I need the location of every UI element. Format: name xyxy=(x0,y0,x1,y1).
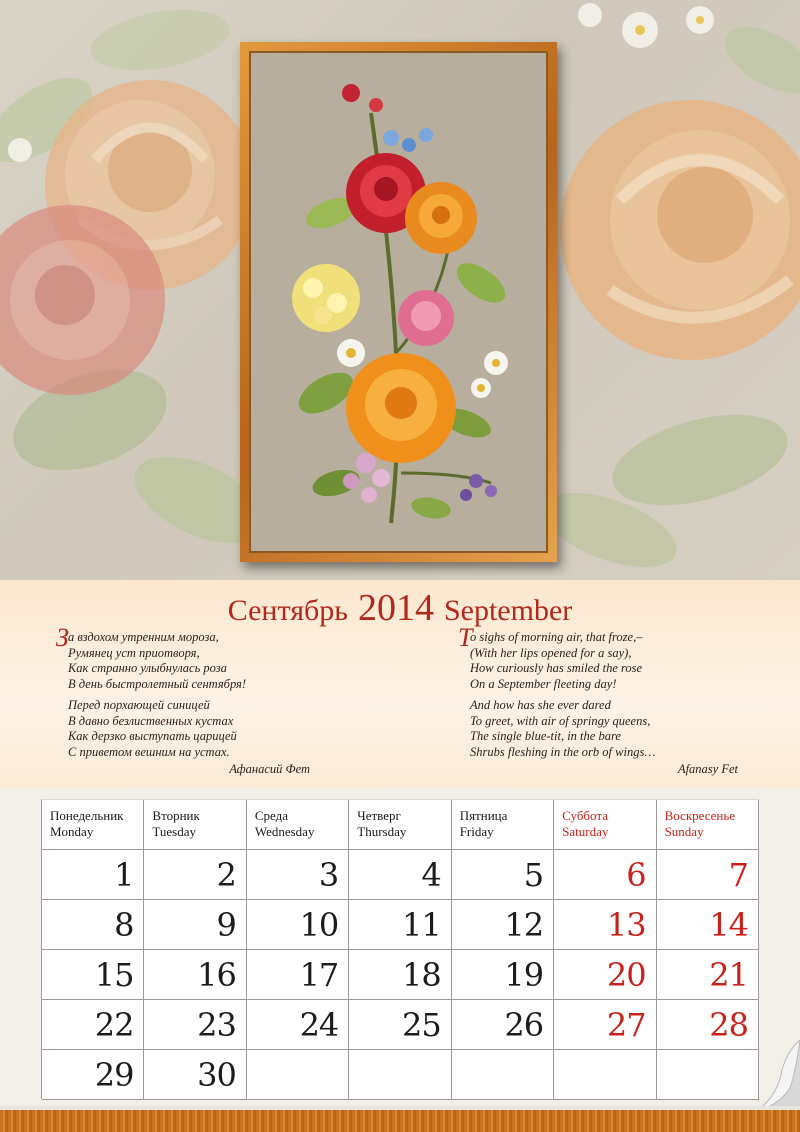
day-number: 14 xyxy=(709,906,748,944)
day-number: 10 xyxy=(299,906,339,944)
poem-line: The single blue-tit, in the bare xyxy=(470,729,621,743)
day-cell xyxy=(349,900,451,950)
day-number: 17 xyxy=(299,956,339,994)
poem-line: And how has she ever dared xyxy=(470,698,611,712)
weekday-header xyxy=(144,800,246,850)
poem-line: В давно безлиственных кустах xyxy=(68,713,234,728)
day-number: 4 xyxy=(421,856,441,894)
poem-line: Shrubs fleshing in the orb of wings… xyxy=(470,744,656,759)
day-cell xyxy=(554,900,656,950)
day-cell xyxy=(42,850,144,900)
day-number: 5 xyxy=(523,856,544,894)
day-number: 29 xyxy=(94,1056,134,1094)
picture-frame xyxy=(240,42,557,562)
day-number: 7 xyxy=(728,856,748,894)
calendar-grid xyxy=(41,799,759,1099)
day-cell xyxy=(349,1000,451,1050)
day-cell xyxy=(144,1000,246,1050)
day-cell xyxy=(657,1000,759,1050)
day-cell xyxy=(247,1000,349,1050)
month-english: September xyxy=(443,594,573,627)
day-number: 1 xyxy=(114,856,134,894)
day-cell xyxy=(349,850,451,900)
day-cell xyxy=(554,950,656,1000)
poem-initial-en: T xyxy=(458,623,473,652)
day-number: 8 xyxy=(114,906,134,944)
weekday-ru: Понедельник xyxy=(50,808,124,823)
day-number: 19 xyxy=(504,956,544,994)
day-number: 20 xyxy=(606,956,646,994)
flower-bouquet-illustration xyxy=(251,53,546,551)
day-number: 15 xyxy=(94,956,134,994)
day-cell xyxy=(144,1050,246,1100)
weekday-ru: Пятница xyxy=(459,808,508,823)
embroidery-picture xyxy=(249,51,548,553)
day-cell xyxy=(349,1050,451,1100)
day-cell xyxy=(42,900,144,950)
day-cell xyxy=(554,850,656,900)
weekday-ru: Вторник xyxy=(152,808,200,823)
poem-line: Как странно улыбнулась роза xyxy=(68,661,227,675)
page-curl-icon xyxy=(748,1040,800,1110)
day-number: 22 xyxy=(94,1006,134,1044)
poem-line: o sighs of morning air, that froze,– xyxy=(470,630,643,644)
day-cell xyxy=(247,900,349,950)
poem-line: On a September fleeting day! xyxy=(470,676,617,691)
day-number: 25 xyxy=(401,1006,441,1044)
month-russian: Сентябрь xyxy=(227,594,348,627)
day-number: 28 xyxy=(709,1006,748,1044)
poem-english xyxy=(458,623,740,784)
weekday-en: Wednesday xyxy=(254,824,315,839)
day-number: 26 xyxy=(504,1006,544,1044)
day-number: 27 xyxy=(606,1006,646,1044)
day-cell xyxy=(452,1050,554,1100)
day-number: 3 xyxy=(318,856,339,894)
day-cell xyxy=(657,950,759,1000)
poem-line: Румянец уст приотворя, xyxy=(68,645,200,660)
day-cell xyxy=(247,1050,349,1100)
poem-initial-ru: З xyxy=(56,623,69,652)
day-number: 23 xyxy=(197,1006,236,1044)
weekday-header xyxy=(349,800,451,850)
day-cell xyxy=(657,850,759,900)
weekday-en: Friday xyxy=(459,824,494,839)
weekday-header xyxy=(657,800,759,850)
year: 2014 xyxy=(357,587,434,629)
poem-line: To greet, with air of springy queens, xyxy=(470,713,651,728)
poem-line: Перед порхающей синицей xyxy=(68,698,210,712)
day-number: 13 xyxy=(606,906,646,944)
day-cell xyxy=(452,900,554,950)
weekday-en: Tuesday xyxy=(152,824,197,839)
day-number: 12 xyxy=(504,906,544,944)
poem-line: Как дерзко выступать царицей xyxy=(68,729,237,743)
day-cell xyxy=(42,1000,144,1050)
day-cell xyxy=(247,950,349,1000)
day-number: 2 xyxy=(216,856,236,894)
weekday-header xyxy=(554,800,656,850)
weekday-ru: Четверг xyxy=(357,808,401,823)
day-number: 16 xyxy=(197,956,236,994)
weekday-en: Saturday xyxy=(562,824,609,839)
day-cell xyxy=(349,950,451,1000)
day-cell xyxy=(452,1000,554,1050)
poem-line: How curiously has smiled the rose xyxy=(470,661,643,675)
day-number: 18 xyxy=(401,956,441,994)
weekday-header xyxy=(247,800,349,850)
poem-author-en: Afanasy Fet xyxy=(677,762,738,776)
day-cell xyxy=(452,950,554,1000)
wooden-strip xyxy=(0,1110,800,1132)
weekday-ru: Суббота xyxy=(562,808,608,823)
poem-author-ru: Афанасий Фет xyxy=(229,762,310,776)
day-cell xyxy=(247,850,349,900)
day-cell xyxy=(554,1000,656,1050)
poem-line: (With her lips opened for a say), xyxy=(470,645,632,660)
day-number: 30 xyxy=(197,1056,236,1094)
day-cell xyxy=(144,950,246,1000)
day-cell xyxy=(144,850,246,900)
day-cell xyxy=(452,850,554,900)
weekday-ru: Среда xyxy=(254,808,288,823)
day-number: 21 xyxy=(709,956,748,994)
weekday-header xyxy=(42,800,144,850)
day-cell xyxy=(144,900,246,950)
day-number: 9 xyxy=(216,906,236,944)
poem-line: В день быстролетный сентября! xyxy=(68,676,246,691)
weekday-en: Thursday xyxy=(357,824,407,839)
day-cell xyxy=(657,1050,759,1100)
day-cell xyxy=(42,950,144,1000)
poem-line: а вздохом утренним мороза, xyxy=(68,630,219,644)
poem-russian xyxy=(56,623,328,784)
day-cell xyxy=(554,1050,656,1100)
day-number: 24 xyxy=(299,1006,339,1044)
day-number: 6 xyxy=(626,856,646,894)
poem-section xyxy=(0,580,800,788)
weekday-en: Monday xyxy=(50,824,94,839)
weekday-ru: Воскресенье xyxy=(664,808,736,823)
weekday-header xyxy=(452,800,554,850)
day-cell xyxy=(42,1050,144,1100)
weekday-en: Sunday xyxy=(664,824,704,839)
day-number: 11 xyxy=(401,906,441,944)
day-cell xyxy=(657,900,759,950)
poem-line: С приветом вешним на устах. xyxy=(68,744,230,759)
calendar-title xyxy=(0,586,800,630)
